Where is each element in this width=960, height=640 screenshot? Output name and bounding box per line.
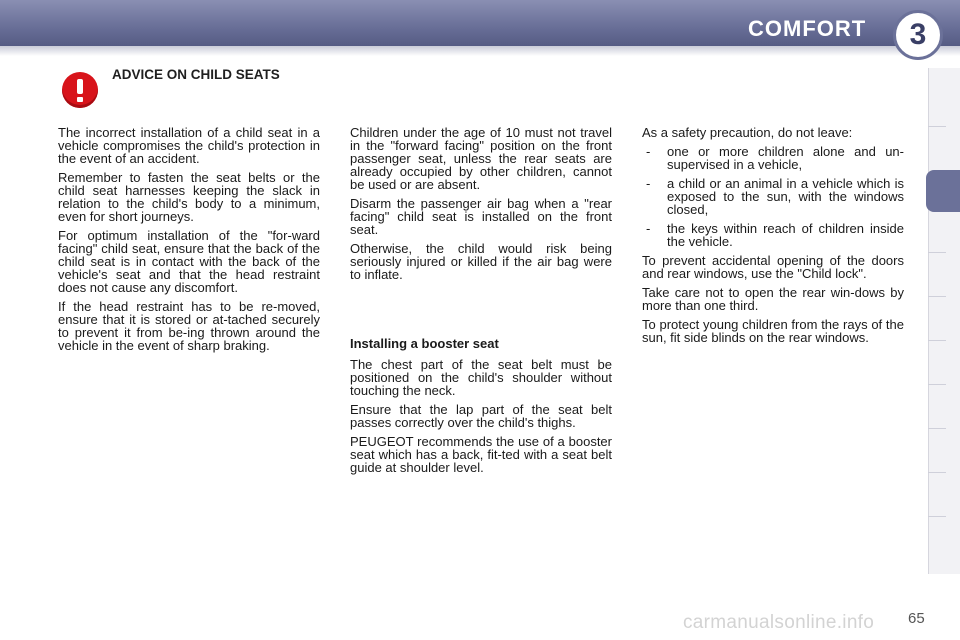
list-item [642,177,904,216]
chapter-number-badge: 3 [893,10,943,60]
paragraph-intro: As a safety precaution, do not leave: [642,125,853,140]
header-shadow [0,46,960,56]
column-1 [58,126,320,358]
precaution-list [642,145,904,248]
column-2 [350,126,612,287]
side-tab-divider [928,516,946,517]
paragraph: For optimum installation of the "for-ward facing" child seat, ensure that the back of the child seat is in contact with the back of the vehicle's seat and that the head restraint does not cause any discomfort. [58,228,320,295]
paragraph: The incorrect installation of a child seat in a vehicle compromises the child's protection in the event of an accident. [58,125,320,166]
section-title: ADVICE ON CHILD SEATS [112,67,280,82]
subheading-booster-seat: Installing a booster seat [350,336,499,351]
chapter-side-tabs [928,68,960,574]
side-tab-divider [928,252,946,253]
warning-exclamation-icon [62,72,98,108]
list-item-text: one or more children alone and un-supervised in a vehicle, [667,144,904,172]
list-item-text: a child or an animal in a vehicle which is exposed to the sun, with the windows closed, [667,176,904,217]
paragraph: Ensure that the lap part of the seat belt passes correctly over the child's thighs. [350,402,612,430]
list-item [642,222,904,248]
paragraph: Remember to fasten the seat belts or the child seat harnesses keeping the slack in relation to the child's body to a minimum, even for short journeys. [58,170,320,224]
paragraph: Take care not to open the rear win-dows by more than one third. [642,285,904,313]
paragraph: Children under the age of 10 must not travel in the "forward facing" position on the front passenger seat, unless the rear seats are already occupied by other children, cannot be used or are absent. [350,125,612,192]
side-tab-divider [928,296,946,297]
side-tab-divider [928,126,946,127]
side-tab-divider [928,384,946,385]
paragraph: To prevent accidental opening of the doors and rear windows, use the "Child lock". [642,253,904,281]
chapter-title: COMFORT [748,16,867,41]
paragraph: PEUGEOT recommends the use of a booster seat which has a back, fit-ted with a seat belt guide at shoulder level. [350,434,612,475]
column-3 [642,126,904,350]
side-tab-divider [928,472,946,473]
column-2-booster [350,358,612,480]
active-chapter-tab [926,170,960,212]
paragraph: Disarm the passenger air bag when a "rear facing" child seat is installed on the front seat. [350,196,612,237]
paragraph: The chest part of the seat belt must be positioned on the child's shoulder without touching the neck. [350,357,612,398]
watermark: carmanualsonline.info [683,612,875,633]
paragraph: To protect young children from the rays of the sun, fit side blinds on the rear windows. [642,317,904,345]
side-tab-divider [928,428,946,429]
paragraph: If the head restraint has to be re-moved, ensure that it is stored or at-tached securely to prevent it from be-ing thrown around the vehicle in the event of sharp braking. [58,299,320,353]
bullet-dash: - [646,176,651,191]
page-number: 65 [908,610,925,627]
side-tab-divider [928,340,946,341]
list-item-text: the keys within reach of children inside the vehicle. [667,221,904,249]
list-item [642,145,904,171]
paragraph: Otherwise, the child would risk being seriously injured or killed if the air bag were to inflate. [350,241,612,282]
bullet-dash: - [646,221,651,236]
bullet-dash: - [646,144,651,159]
